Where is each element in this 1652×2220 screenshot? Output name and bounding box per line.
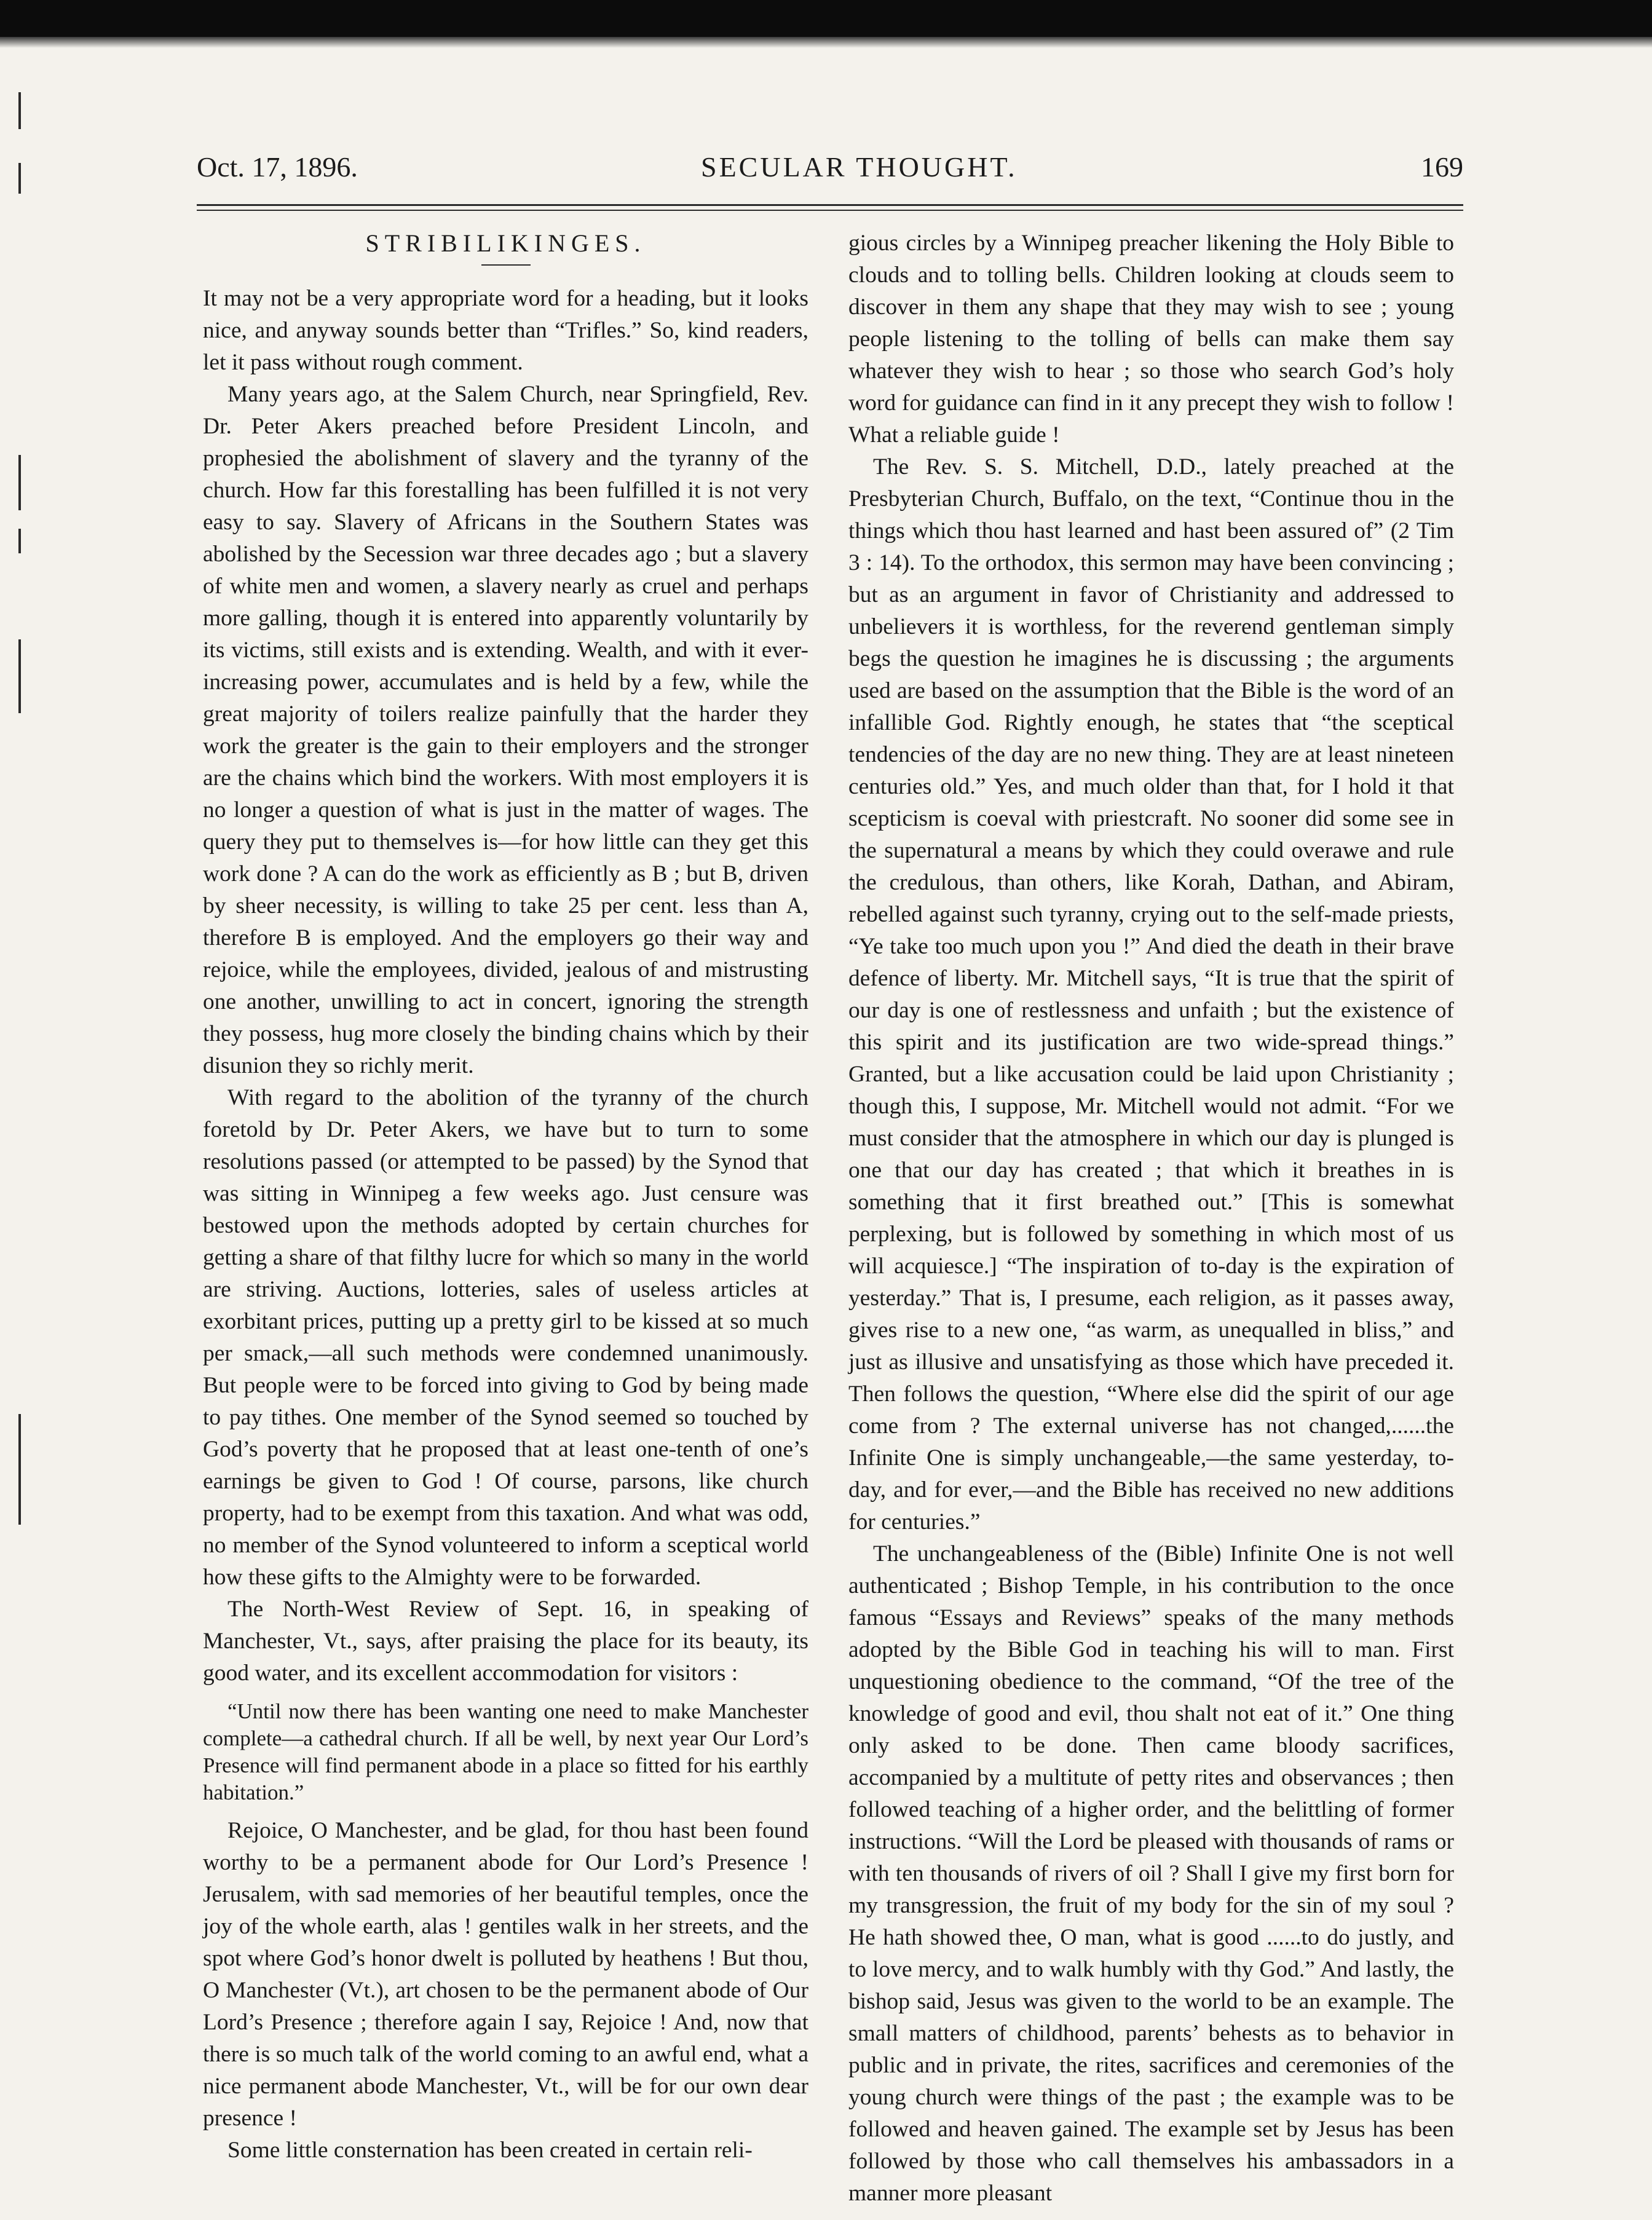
right-column [848,227,1454,2210]
header-rule [197,210,1463,211]
block-quote: “Until now there has been wanting one need to make Manchester complete—a cathedral church. If all be well, by next year Our Lord’s Presence will find permanent abode in a place so fitted for his earthly habitation.” [203,1699,808,1804]
page-header [197,151,1463,194]
left-column [203,227,808,2167]
publication-title: SECULAR THOUGHT. [701,151,1018,183]
paragraph: gious circles by a Winnipeg preacher likening the Holy Bible to clouds and to tolling bells. Children looking at clouds seem to discover in them any shape that they may wish to see ; young people listening to the tolling of bells can make them say whatever they wish to hear ; so those who search God’s holy word for guidance can find in it any precept they wish to follow ! What a reliable guide ! [848,231,1454,448]
scan-edge-mark [18,529,21,553]
scan-edge-mark [18,639,21,713]
scan-edge-mark [18,1414,21,1525]
scan-edge-mark [18,455,21,510]
paragraph: With regard to the abolition of the tyranny of the church foretold by Dr. Peter Akers, we have but to turn to some resolutions passed (or attempted to be passed) by the Synod that was sitting in Winnipeg a few weeks ago. Just censure was bestowed upon the methods adopted by certain churches for getting a share of that filthy lucre for which so many in the world are striving. Auctions, lotteries, sales of useless articles at exorbitant prices, putting up a pretty girl to be kissed at so much per smack,—all such methods were condemned unanimously. But people were to be forced into giving to God by being made to pay tithes. One member of the Synod seemed so touched by God’s poverty that he proposed that at least one-tenth of one’s earnings be given to God ! Of course, parsons, like church property, had to be exempt from this taxation. And what was odd, no member of the Synod volunteered to inform a sceptical world how these gifts to the Almighty were to be forwarded. [203,1085,808,1590]
paragraph: The Rev. S. S. Mitchell, D.D., lately preached at the Presbyterian Church, Buffalo, on the text, “Continue thou in the things which thou hast learned and hast been assured of” (2 Tim 3 : 14). To the orthodox, this sermon may have been convincing ; but as an argument in favor of Christianity and addressed to unbelievers it is worthless, for the reverend gentleman simply begs the question he imagines he is discussing ; the arguments used are based on the assumption that the Bible is the word of an infallible God. Rightly enough, he states that “the sceptical tendencies of the day are no new thing. They are at least nineteen centuries old.” Yes, and much older than that, for I hold it that scepticism is coeval with priestcraft. No sooner did some see in the supernatural a means by which they could overawe and rule the credulous, than others, like Korah, Dathan, and Abiram, rebelled against such tyranny, crying out to the self-made priests, “Ye take too much upon you !” And died the death in their brave defence of liberty. Mr. Mitchell says, “It is true that the spirit of our day is one of restlessness and unfaith ; but the existence of this spirit and its justification are two wide-spread things.” Granted, but a like accusation could be laid upon Christianity ; though this, I suppose, Mr. Mitchell would not admit. “For we must consider that the atmosphere in which our day is plunged is one that our day has created ; that which it breathes in is something that it first breathed out.” [This is somewhat perplexing, but is followed by something in which most of us will acquiesce.] “The inspiration of to-day is the expiration of yesterday.” That is, I presume, each religion, as it passes away, gives rise to a new one, “as warm, as unequalled in bliss,” and just as illusive and unsatisfying as those which have preceded it. Then follows the question, “Where else did the spirit of our age come from ? The external universe has not changed,......the Infinite One is simply unchangeable,—the same yesterday, to-day, and for ever,—and the Bible has received no new additions for centuries.” [848,454,1454,1535]
paragraph: Rejoice, O Manchester, and be glad, for thou hast been found worthy to be a permanent abode for Our Lord’s Presence ! Jerusalem, with sad memories of her beautiful temples, once the joy of the whole earth, alas ! gentiles walk in her streets, and the spot where God’s honor dwelt is polluted by heathens ! But thou, O Manchester (Vt.), art chosen to be the permanent abode of Our Lord’s Presence ; therefore again I say, Rejoice ! And, now that there is so much talk of the world coming to an awful end, what a nice permanent abode Manchester, Vt., will be for our own dear presence ! [203,1818,808,2131]
scan-edge-mark [18,163,21,194]
paragraph: It may not be a very appropriate word for a heading, but it looks nice, and anyway sounds better than “Trifles.” So, kind readers, let it pass without rough comment. [203,286,808,375]
header-rule [197,204,1463,206]
paragraph: The unchangeableness of the (Bible) Infinite One is not well authenticated ; Bishop Temple, in his contribution to the once famous “Essays and Reviews” speaks of the many methods adopted by the Bible God in teaching his will to man. First unquestioning obedience to the command, “Of the tree of the knowledge of good and evil, thou shalt not eat of it.” One thing only asked to be done. Then came bloody sacrifices, accompanied by a multitute of petty rites and observances ; then followed teaching of a higher order, and the belittling of former instructions. “Will the Lord be pleased with thousands of rams or with ten thousands of rivers of oil ? Shall I give my first born for my transgression, the fruit of my body for the sin of my soul ? He hath showed thee, O man, what is good ......to do justly, and to love mercy, and to walk humbly with thy God.” And lastly, the bishop said, Jesus was given to the world to be an example. The small matters of childhood, parents’ behests as to behavior in public and in private, the rites, sacrifices and ceremonies of the young church were things of the past ; the example was to be followed and heaven gained. The example set by Jesus has been followed by those who call themselves his ambassadors in a manner more pleasant [848,1541,1454,2206]
paragraph: The North-West Review of Sept. 16, in speaking of Manchester, Vt., says, after praising the place for its beauty, its good water, and its excellent accommodation for visitors : [203,1597,808,1686]
scan-border-top [0,0,1652,37]
article-title: STRIBILIKINGES. [365,229,646,257]
paragraph: Many years ago, at the Salem Church, near Springfield, Rev. Dr. Peter Akers preached before President Lincoln, and prophesied the abolishment of slavery and the tyranny of the church. How far this forestalling has been fulfilled it is not very easy to say. Slavery of Africans in the Southern States was abolished by the Secession war three decades ago ; but a slavery of white men and women, a slavery nearly as cruel and perhaps more galling, though it is entered into apparently voluntarily by its victims, still exists and is extending. Wealth, and with it ever-increasing power, accumulates and is held by a few, while the great majority of toilers realize painfully that the harder they work the greater is the gain to their employers and the stronger are the chains which bind the workers. With most employers it is no longer a question of what is just in the matter of wages. The query they put to themselves is—for how little can they get this work done ? A can do the work as efficiently as B ; but B, driven by sheer necessity, is willing to take 25 per cent. less than A, therefore B is employed. And the employers go their way and rejoice, while the employees, divided, jealous of and mistrusting one another, unwilling to act in concert, ignoring the strength they possess, hug more closely the binding chains which by their disunion they so richly merit. [203,382,808,1078]
issue-date: Oct. 17, 1896. [197,151,358,183]
title-rule [481,264,531,266]
page-number: 169 [1421,151,1463,183]
scan-edge-mark [18,92,21,129]
paragraph: Some little consternation has been created in certain reli- [227,2138,753,2163]
